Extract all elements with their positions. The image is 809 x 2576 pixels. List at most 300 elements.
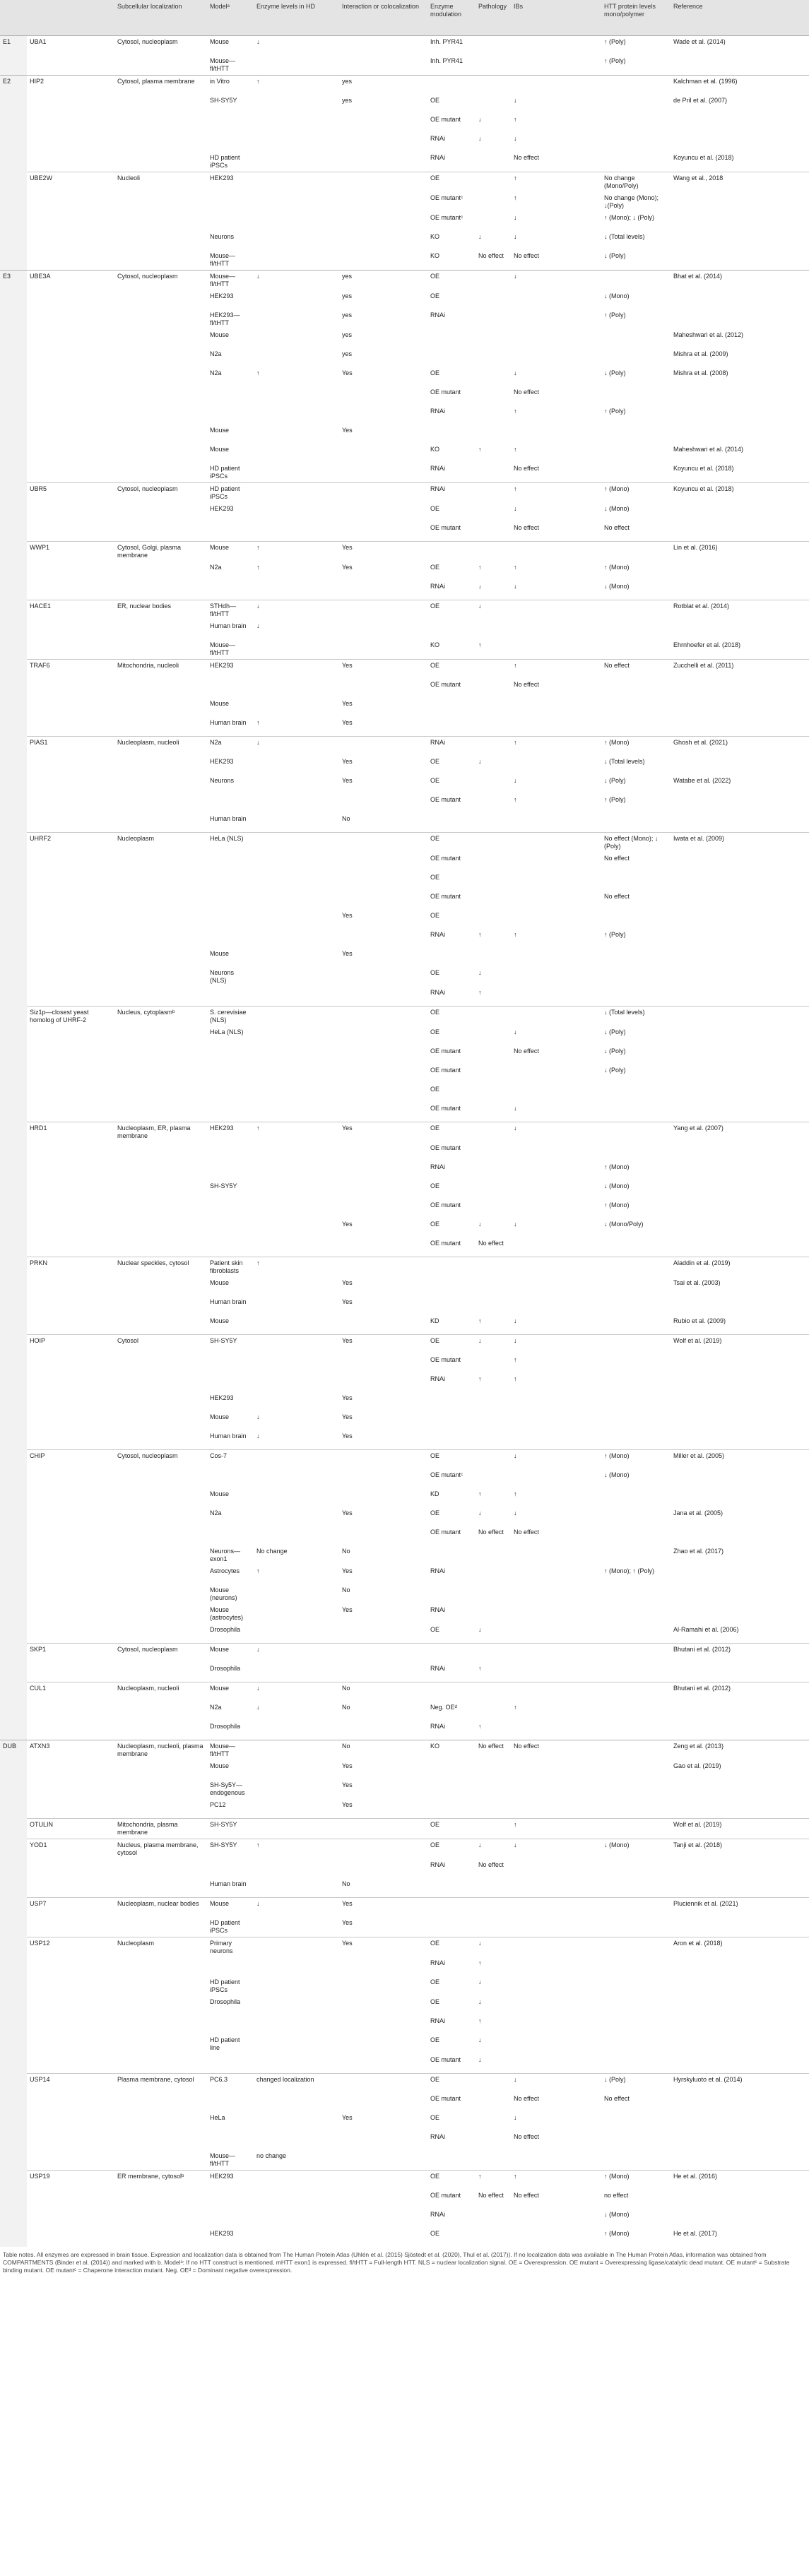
cell-reference: [671, 620, 809, 639]
cell-reference: [671, 1488, 809, 1507]
cell-interaction: Yes: [342, 1567, 353, 1574]
cell-reference: [671, 1469, 809, 1488]
cell-reference: Aron et al. (2018): [671, 1937, 809, 1958]
cell-htt-levels: ↑ (Poly): [604, 311, 626, 319]
cell-reference: Rubio et al. (2009): [673, 1317, 726, 1324]
cell-htt-levels: [601, 1976, 671, 1996]
cell-htt-levels: [601, 1702, 671, 1721]
cell-reference: [671, 309, 809, 329]
cell-enzyme-modulation: OE: [430, 1221, 440, 1228]
cell-enzyme-modulation: KO: [427, 1740, 476, 1761]
cell-interaction: yes: [342, 311, 353, 319]
cell-pathology: ↓: [478, 969, 482, 976]
cell-interaction: [339, 1526, 427, 1545]
cell-interaction: [339, 2150, 427, 2171]
cell-enzyme: [27, 581, 114, 600]
cell-enzyme-modulation: OE mutant: [430, 116, 461, 123]
cell-localization: [114, 1996, 207, 2015]
table-row: [0, 444, 809, 463]
cell-model: Mouse: [210, 427, 230, 434]
cell-interaction: Yes: [342, 369, 353, 376]
cell-model: [207, 2054, 254, 2074]
cell-enzyme-modulation: [427, 1917, 476, 1937]
cell-enzyme: [27, 562, 114, 581]
cell-ibs: [511, 1799, 601, 1819]
cell-model: [207, 405, 254, 425]
cell-family: [0, 133, 27, 152]
cell-htt-levels: ↑ (Mono): [601, 483, 671, 504]
cell-interaction: [339, 620, 427, 639]
cell-model: Mouse: [210, 1413, 230, 1420]
cell-pathology: [476, 36, 511, 56]
cell-enzyme-modulation: RNAi: [430, 1861, 446, 1868]
cell-reference: Hyrskyluoto et al. (2014): [671, 2074, 809, 2094]
cell-family: [0, 1218, 27, 1237]
cell-interaction: [339, 1957, 427, 1976]
table-row: [0, 542, 809, 562]
cell-ibs: No effect: [514, 465, 539, 472]
table-row: [0, 1839, 809, 1860]
cell-interaction: [339, 2034, 427, 2054]
cell-pathology: [476, 152, 511, 172]
cell-ibs: [511, 1469, 601, 1488]
table-row: [0, 1878, 809, 1898]
cell-interaction: Yes: [342, 1919, 353, 1926]
cell-enzyme-levels: [254, 55, 339, 76]
cell-enzyme-levels: [254, 698, 339, 717]
cell-enzyme-levels: [254, 813, 339, 833]
cell-localization: [114, 756, 207, 775]
cell-reference: [671, 1663, 809, 1682]
cell-enzyme-modulation: [427, 542, 476, 562]
cell-enzyme-modulation: OE: [427, 1335, 476, 1355]
cell-interaction: [339, 1450, 427, 1470]
cell-family: [0, 1064, 27, 1084]
cell-model: [207, 1103, 254, 1122]
cell-family: [0, 1898, 27, 1918]
cell-reference: [671, 1584, 809, 1604]
cell-htt-levels: [601, 542, 671, 562]
cell-reference: [671, 1411, 809, 1430]
cell-reference: [671, 794, 809, 813]
cell-enzyme: [27, 1624, 114, 1644]
table-row: [0, 405, 809, 425]
cell-localization: [114, 1430, 207, 1450]
cell-enzyme-modulation: RNAi: [430, 2133, 446, 2140]
cell-reference: [671, 910, 809, 929]
cell-interaction: [339, 1663, 427, 1682]
cell-localization: [114, 1760, 207, 1779]
table-row: [0, 1545, 809, 1565]
cell-reference: [671, 212, 809, 231]
cell-model: SH-SY5Y: [207, 1335, 254, 1355]
cell-pathology: ↓: [478, 758, 482, 765]
cell-localization: [114, 2112, 207, 2131]
cell-model: Mouse: [210, 700, 230, 707]
cell-htt-levels: [601, 1237, 671, 1257]
cell-ibs: [511, 542, 601, 562]
cell-enzyme-modulation: [427, 1584, 476, 1604]
cell-localization: ER membrane, cytosolᵇ: [114, 2171, 207, 2190]
cell-enzyme-levels: [254, 1084, 339, 1103]
cell-interaction: Yes: [342, 1801, 353, 1808]
cell-model: HEK293—fl/tHTT: [210, 311, 240, 326]
cell-ibs: [511, 987, 601, 1007]
cell-enzyme: [27, 1237, 114, 1257]
cell-enzyme: [27, 1392, 114, 1411]
cell-enzyme: HOIP: [27, 1335, 114, 1355]
cell-interaction: [339, 212, 427, 231]
cell-enzyme-modulation: RNAi: [430, 1163, 446, 1170]
cell-interaction: [339, 1315, 427, 1335]
cell-enzyme-modulation: [427, 425, 476, 444]
cell-enzyme-levels: ↓: [256, 622, 260, 629]
cell-reference: [671, 948, 809, 967]
cell-reference: [671, 1161, 809, 1180]
cell-enzyme-levels: [254, 1354, 339, 1373]
cell-ibs: [511, 1682, 601, 1702]
cell-enzyme-modulation: OE mutant: [430, 1047, 461, 1055]
cell-interaction: [339, 1064, 427, 1084]
cell-interaction: [339, 1839, 427, 1860]
cell-pathology: [476, 1819, 511, 1839]
cell-enzyme-levels: [254, 1721, 339, 1740]
cell-reference: [671, 250, 809, 271]
cell-family: [0, 2190, 27, 2209]
cell-pathology: ↑: [478, 2017, 482, 2024]
cell-model: Mouse: [207, 1682, 254, 1702]
cell-ibs: [511, 2209, 601, 2228]
cell-enzyme-modulation: OE: [430, 1028, 440, 1035]
cell-ibs: ↓: [514, 369, 517, 376]
cell-enzyme-levels: [254, 1103, 339, 1122]
cell-ibs: [511, 813, 601, 833]
cell-localization: [114, 1545, 207, 1565]
cell-family: [0, 679, 27, 698]
cell-family: [0, 562, 27, 581]
header-ibs: IBs: [511, 0, 601, 36]
cell-ibs: [511, 1957, 601, 1976]
cell-localization: ER, nuclear bodies: [114, 600, 207, 621]
cell-enzyme-levels: [254, 1937, 339, 1958]
cell-ibs: [511, 1604, 601, 1624]
cell-reference: Zeng et al. (2013): [671, 1740, 809, 1761]
cell-model: N2a: [210, 1704, 222, 1711]
cell-enzyme-levels: [254, 152, 339, 172]
cell-htt-levels: ↑ (Mono); ↓ (Poly): [604, 214, 655, 221]
cell-interaction: No: [342, 1880, 350, 1887]
cell-htt-levels: [601, 1335, 671, 1355]
cell-pathology: [476, 717, 511, 737]
cell-enzyme-modulation: OE: [427, 1937, 476, 1958]
table-row: [0, 910, 809, 929]
cell-ibs: ↓: [511, 1450, 601, 1470]
cell-family: E3: [0, 271, 27, 291]
cell-ibs: [511, 1064, 601, 1084]
cell-interaction: [339, 1819, 427, 1839]
cell-enzyme-levels: [254, 794, 339, 813]
cell-family: [0, 1819, 27, 1839]
table-row: [0, 1315, 809, 1335]
cell-enzyme: UBA1: [27, 36, 114, 56]
cell-interaction: Yes: [339, 542, 427, 562]
table-row: [0, 660, 809, 679]
cell-localization: [114, 2054, 207, 2074]
cell-family: [0, 1760, 27, 1779]
cell-enzyme-levels: [254, 639, 339, 660]
cell-enzyme-modulation: OE: [430, 505, 440, 512]
cell-family: [0, 833, 27, 853]
cell-enzyme-levels: [254, 1469, 339, 1488]
cell-enzyme: SKP1: [27, 1644, 114, 1663]
cell-localization: [114, 152, 207, 172]
cell-reference: [671, 1296, 809, 1315]
table-row: [0, 2209, 809, 2228]
table-row: [0, 967, 809, 987]
cell-interaction: [339, 405, 427, 425]
cell-htt-levels: [601, 698, 671, 717]
cell-enzyme-modulation: OE mutant: [430, 1356, 461, 1363]
cell-enzyme-modulation: [427, 1644, 476, 1663]
cell-enzyme: [27, 2150, 114, 2171]
cell-ibs: [511, 717, 601, 737]
cell-enzyme-modulation: [427, 698, 476, 717]
cell-enzyme-levels: ↑: [254, 542, 339, 562]
cell-enzyme-modulation: OE mutant: [430, 1067, 461, 1074]
cell-localization: [114, 891, 207, 910]
cell-localization: [114, 290, 207, 309]
cell-localization: [114, 1161, 207, 1180]
cell-localization: [114, 425, 207, 444]
cell-enzyme-modulation: OE: [430, 1509, 440, 1516]
cell-localization: [114, 250, 207, 271]
cell-enzyme: HACE1: [27, 600, 114, 621]
cell-reference: Watabe et al. (2022): [673, 777, 731, 784]
cell-interaction: Yes: [339, 1122, 427, 1143]
cell-ibs: No effect: [514, 1529, 539, 1536]
cell-localization: [114, 192, 207, 212]
cell-interaction: [339, 152, 427, 172]
cell-ibs: [511, 1644, 601, 1663]
table-row: [0, 152, 809, 172]
cell-pathology: ↓: [476, 1839, 511, 1860]
cell-enzyme-modulation: [427, 1898, 476, 1918]
cell-ibs: ↑: [514, 796, 517, 803]
cell-pathology: [476, 891, 511, 910]
table-row: [0, 309, 809, 329]
cell-model: HD patient iPSCs: [207, 483, 254, 504]
table-row: [0, 2074, 809, 2094]
cell-localization: [114, 1392, 207, 1411]
cell-family: [0, 872, 27, 891]
cell-enzyme-levels: [254, 522, 339, 542]
cell-htt-levels: [601, 463, 671, 483]
cell-family: [0, 192, 27, 212]
cell-htt-levels: [601, 1799, 671, 1819]
cell-family: [0, 1315, 27, 1335]
table-row: [0, 290, 809, 309]
cell-interaction: [339, 679, 427, 698]
cell-enzyme-levels: [254, 444, 339, 463]
cell-enzyme: [27, 1859, 114, 1878]
cell-ibs: No effect: [514, 388, 539, 396]
cell-interaction: [339, 1084, 427, 1103]
cell-model: Neurons (NLS): [210, 969, 235, 984]
cell-enzyme-modulation: OE: [427, 1007, 476, 1027]
cell-enzyme: [27, 1430, 114, 1450]
cell-reference: Maheshwari et al. (2012): [673, 331, 744, 338]
cell-interaction: No: [342, 1704, 350, 1711]
cell-enzyme-modulation: OE mutant: [430, 2192, 461, 2199]
cell-enzyme-levels: ↑: [256, 1567, 260, 1574]
cell-model: Mouse: [210, 1317, 230, 1324]
cell-family: E1: [0, 36, 27, 56]
cell-family: [0, 405, 27, 425]
cell-interaction: Yes: [342, 1432, 353, 1440]
cell-enzyme-modulation: OE: [430, 758, 440, 765]
cell-model: Mouse—fl/tHTT: [210, 2152, 236, 2167]
cell-family: [0, 1526, 27, 1545]
cell-reference: Lin et al. (2016): [671, 542, 809, 562]
cell-enzyme-levels: no change: [256, 2152, 287, 2159]
cell-reference: He et al. (2016): [671, 2171, 809, 2190]
header-enzyme: [27, 0, 114, 36]
cell-reference: [671, 1917, 809, 1937]
cell-family: [0, 1721, 27, 1740]
cell-family: [0, 55, 27, 76]
cell-family: [0, 1430, 27, 1450]
cell-htt-levels: ↓ (Total levels): [601, 1007, 671, 1027]
cell-enzyme-levels: [254, 192, 339, 212]
cell-htt-levels: [601, 1277, 671, 1296]
cell-enzyme-modulation: RNAi: [427, 737, 476, 756]
cell-enzyme: [27, 133, 114, 152]
cell-enzyme-levels: ↓: [256, 1413, 260, 1420]
table-row: [0, 1507, 809, 1526]
cell-pathology: ↓: [478, 233, 482, 240]
cell-enzyme-modulation: KO: [430, 641, 440, 648]
cell-family: [0, 2209, 27, 2228]
cell-family: [0, 1702, 27, 1721]
cell-family: [0, 1103, 27, 1122]
cell-htt-levels: [601, 620, 671, 639]
cell-enzyme-levels: [254, 1007, 339, 1027]
cell-ibs: ↑: [514, 116, 517, 123]
cell-enzyme-modulation: OE: [430, 292, 440, 299]
cell-pathology: [476, 425, 511, 444]
cell-pathology: [476, 1296, 511, 1315]
cell-localization: Nucleoplasm, nucleoli: [114, 1682, 207, 1702]
cell-ibs: [511, 1545, 601, 1565]
cell-pathology: [476, 620, 511, 639]
cell-pathology: ↓: [478, 2036, 482, 2043]
cell-family: [0, 503, 27, 522]
cell-model: Mouse: [207, 1898, 254, 1918]
cell-enzyme: [27, 522, 114, 542]
cell-interaction: Yes: [342, 1279, 353, 1286]
cell-htt-levels: [601, 329, 671, 348]
cell-model: HD patient iPSCs: [210, 1919, 240, 1934]
cell-reference: [671, 405, 809, 425]
cell-ibs: [511, 1161, 601, 1180]
cell-reference: Yang et al. (2007): [671, 1122, 809, 1143]
cell-reference: [671, 55, 809, 76]
cell-pathology: [476, 309, 511, 329]
cell-localization: Nucleoplasm, nucleoli: [114, 737, 207, 756]
cell-pathology: ↑: [478, 1490, 482, 1497]
cell-pathology: No effect: [478, 1861, 504, 1868]
cell-family: E2: [0, 76, 27, 95]
cell-enzyme: [27, 679, 114, 698]
cell-pathology: [476, 1565, 511, 1584]
cell-ibs: [511, 1142, 601, 1161]
cell-reference: Aladdin et al. (2019): [671, 1257, 809, 1278]
cell-pathology: ↑: [478, 564, 482, 571]
cell-localization: [114, 95, 207, 114]
cell-enzyme-modulation: OE mutant: [430, 1529, 461, 1536]
cell-enzyme: [27, 1488, 114, 1507]
cell-enzyme-modulation: OE: [430, 1086, 440, 1093]
cell-interaction: [339, 133, 427, 152]
cell-enzyme: [27, 2209, 114, 2228]
cell-ibs: [511, 348, 601, 367]
cell-interaction: [339, 1026, 427, 1045]
cell-ibs: [511, 1296, 601, 1315]
cell-enzyme-modulation: [427, 1779, 476, 1799]
cell-ibs: ↓: [514, 777, 517, 784]
cell-localization: Nucleoli: [114, 172, 207, 193]
cell-enzyme-levels: [254, 1819, 339, 1839]
cell-localization: [114, 1199, 207, 1218]
cell-reference: [671, 1526, 809, 1545]
cell-reference: [671, 1373, 809, 1392]
cell-model: HEK293: [210, 2230, 234, 2237]
cell-enzyme-modulation: OE mutant: [430, 855, 461, 862]
cell-model: [207, 1237, 254, 1257]
cell-pathology: [476, 1199, 511, 1218]
cell-interaction: [339, 2015, 427, 2034]
cell-enzyme: [27, 425, 114, 444]
cell-enzyme-levels: [254, 1663, 339, 1682]
cell-model: Mouse: [210, 1490, 230, 1497]
cell-pathology: [476, 1917, 511, 1937]
table-row: [0, 1450, 809, 1470]
cell-family: [0, 1779, 27, 1799]
cell-reference: Wolf et al. (2019): [671, 1335, 809, 1355]
cell-reference: [671, 929, 809, 948]
cell-htt-levels: [601, 2015, 671, 2034]
cell-htt-levels: [601, 679, 671, 698]
cell-model: Mouse—fl/tHTT: [210, 57, 236, 72]
cell-enzyme-levels: [254, 833, 339, 853]
cell-ibs: [511, 1624, 601, 1644]
cell-localization: [114, 1142, 207, 1161]
cell-enzyme-modulation: RNAi: [430, 931, 446, 938]
cell-ibs: [511, 698, 601, 717]
cell-reference: [671, 522, 809, 542]
cell-localization: [114, 2190, 207, 2209]
cell-enzyme-levels: [254, 1859, 339, 1878]
cell-htt-levels: ↓ (Poly): [604, 1028, 626, 1035]
cell-enzyme: [27, 1545, 114, 1565]
cell-enzyme-modulation: OE: [427, 1819, 476, 1839]
cell-enzyme-modulation: RNAi: [430, 408, 446, 415]
table-row: [0, 698, 809, 717]
cell-ibs: No effect: [514, 681, 539, 688]
cell-enzyme: [27, 1103, 114, 1122]
cell-htt-levels: [601, 1604, 671, 1624]
cell-pathology: No effect: [478, 1240, 504, 1247]
